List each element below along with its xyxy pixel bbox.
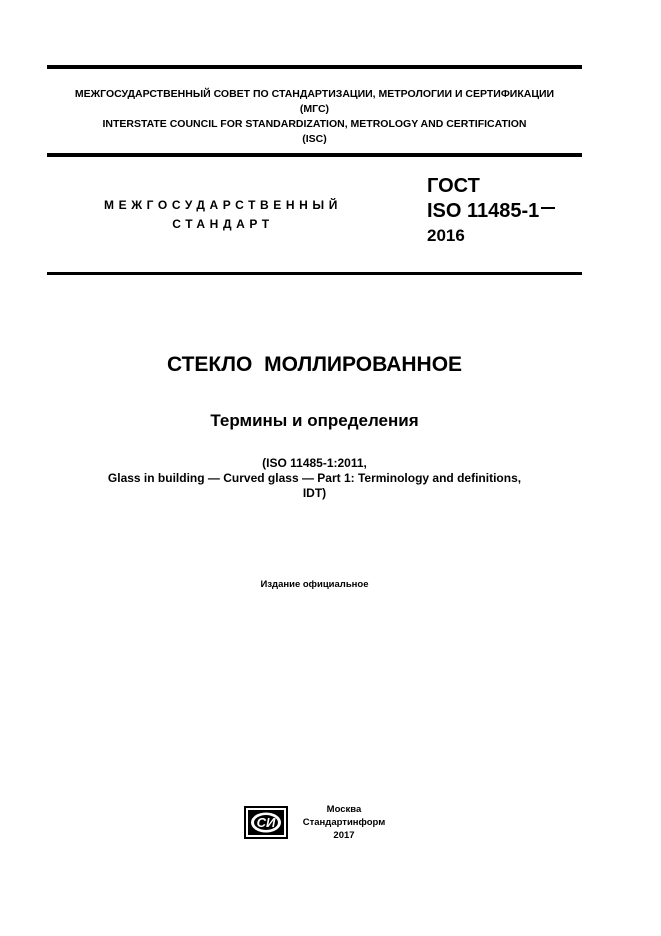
iso-reference-line2: Glass in building — Curved glass — Part 1: Terminology and definitions, (107, 471, 522, 485)
official-edition-label: Издание официальное (260, 579, 369, 590)
iso-reference (0, 456, 629, 501)
logo-letters: СИ (256, 815, 276, 830)
document-title: СТЕКЛО МОЛЛИРОВАННОЕ (166, 353, 463, 376)
standard-type (78, 196, 368, 234)
standard-designation (427, 174, 555, 248)
council-en-abbr: (ISC) (302, 133, 327, 145)
iso-reference-line3: IDT) (302, 486, 327, 500)
council-header (47, 87, 582, 147)
document-subtitle: Термины и определения (210, 411, 419, 430)
publisher-city: Москва (326, 804, 362, 815)
iso-reference-line1: (ISO 11485-1:2011, (262, 456, 367, 470)
standard-type-line2: СТАНДАРТ (172, 217, 274, 231)
designation-year: 2016 (427, 226, 465, 245)
council-ru-name: МЕЖГОСУДАРСТВЕННЫЙ СОВЕТ ПО СТАНДАРТИЗАЦИИ, МЕТРОЛОГИИ И СЕРТИФИКАЦИИ (74, 88, 555, 100)
council-en-name: INTERSTATE COUNCIL FOR STANDARDIZATION, METROLOGY AND CERTIFICATION (102, 118, 527, 130)
publisher-block (294, 803, 394, 842)
designation-prefix: ГОСТ (427, 175, 480, 197)
council-ru-abbr: (МГС) (299, 103, 330, 115)
standartinform-logo-icon (244, 806, 288, 839)
publisher-year: 2017 (333, 830, 355, 841)
standard-type-line1: МЕЖГОСУДАРСТВЕННЫЙ (104, 198, 342, 212)
designation-dash (541, 207, 555, 209)
council-bottom-rule (47, 153, 582, 157)
top-rule (47, 65, 582, 69)
publisher-name: Стандартинформ (302, 817, 386, 828)
designation-bottom-rule (47, 272, 582, 275)
designation-number: ISO 11485-1 (427, 200, 540, 222)
